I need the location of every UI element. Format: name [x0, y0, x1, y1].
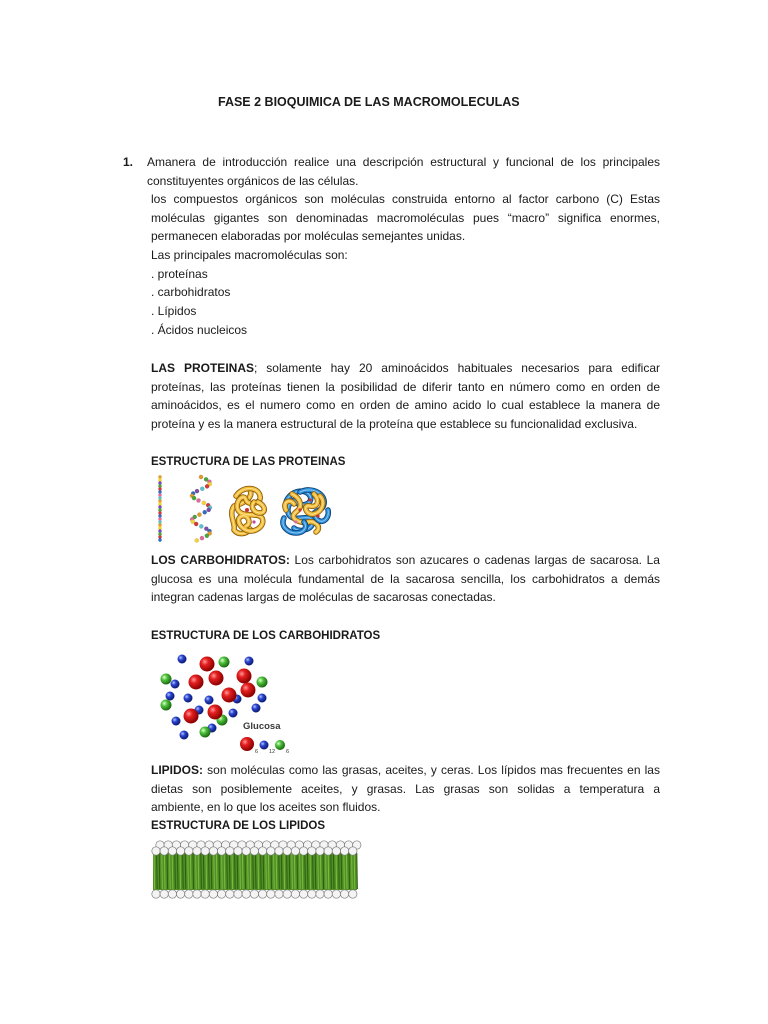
helix-bead — [200, 536, 204, 540]
lipid-tail — [276, 853, 277, 889]
hydrogen-atom — [172, 717, 181, 726]
phospholipid-head — [176, 847, 184, 855]
helix-bead — [199, 475, 203, 479]
amino-acid-bead — [158, 511, 161, 514]
lipid-tail — [315, 853, 316, 889]
amino-acid-bead — [158, 520, 161, 523]
phospholipid-head — [185, 847, 193, 855]
helix-bead — [203, 510, 207, 514]
protein-structure-figure — [150, 472, 340, 546]
lipid-tail — [248, 853, 249, 889]
carbohydrates-line: glucosa es una molécula fundamental de la sacarosa sencilla, los carbohidratos a demás — [151, 571, 660, 586]
carbon-atom — [208, 705, 223, 720]
lipid-tail — [250, 853, 251, 889]
list-heading: Las principales macromoléculas son: — [151, 248, 348, 263]
lipid-tail — [209, 853, 210, 889]
helix-bead — [195, 489, 199, 493]
document-title: FASE 2 BIOQUIMICA DE LAS MACROMOLECULAS — [218, 95, 520, 109]
hydrogen-atom — [229, 709, 238, 718]
oxygen-atom — [275, 740, 285, 750]
lipid-tail — [271, 853, 272, 889]
side-chain-dot — [298, 508, 301, 511]
lipid-tail — [214, 853, 215, 889]
carbohydrates-paragraph — [151, 551, 660, 607]
lipid-tail — [211, 853, 212, 889]
phospholipid-head — [316, 890, 324, 898]
lipid-tail — [352, 853, 353, 889]
lipid-bilayer — [152, 841, 361, 898]
lipid-tail — [266, 853, 267, 889]
phospholipid-head — [226, 847, 234, 855]
amino-acid-bead — [158, 538, 161, 541]
lipid-tail — [224, 853, 225, 889]
question-line: constituyentes orgánicos de las células. — [147, 173, 359, 188]
glucose-molecule-figure — [150, 648, 300, 758]
phospholipid-head — [226, 890, 234, 898]
amino-acid-bead — [158, 484, 161, 487]
proteins-line: aminoácidos, es el numero como en orden de amino acido lo cual establece la manera de — [151, 398, 660, 413]
amino-acid-bead — [158, 475, 161, 478]
lipid-tail — [206, 853, 207, 889]
quaternary-structure — [283, 490, 328, 533]
phospholipid-head — [193, 890, 201, 898]
carbon-atom — [184, 709, 199, 724]
lipid-tail — [219, 853, 220, 889]
hydrogen-atom — [245, 657, 254, 666]
phospholipid-head — [283, 847, 291, 855]
lipid-tail — [201, 853, 202, 889]
lipid-tail — [203, 853, 204, 889]
phospholipid-head — [152, 847, 160, 855]
lipid-tail — [297, 853, 298, 889]
amino-acid-bead — [158, 514, 161, 517]
lipid-tail — [253, 853, 254, 889]
oxygen-atom — [200, 727, 211, 738]
primary-structure — [158, 475, 161, 542]
phospholipid-head — [349, 890, 357, 898]
lipid-tail — [274, 853, 275, 889]
question-line: Amanera de introducción realice una descripción estructural y funcional de los principales — [147, 155, 660, 169]
phospholipid-head — [275, 890, 283, 898]
intro-line: permanecen elaboradas por moléculas semejantes unidas. — [151, 229, 466, 244]
section-heading-proteins: ESTRUCTURA DE LAS PROTEINAS — [151, 456, 346, 468]
tertiary-structure — [232, 489, 265, 534]
helix-bead — [196, 498, 200, 502]
phospholipid-head — [242, 890, 250, 898]
helix-bead — [195, 538, 199, 542]
formula-subscript-carbon: 6 — [255, 749, 259, 755]
phospholipid-head — [160, 847, 168, 855]
side-chain-dot — [252, 520, 255, 523]
lipid-tail — [279, 853, 280, 889]
lipid-tail — [229, 853, 230, 889]
list-item: . carbohidratos — [151, 285, 231, 300]
helix-bead — [205, 534, 209, 538]
lipid-tail — [305, 853, 306, 889]
helix-bead — [200, 487, 204, 491]
phospholipid-head — [234, 847, 242, 855]
lipid-tail — [323, 853, 324, 889]
lipid-tail — [346, 853, 347, 889]
section-heading-lipids: ESTRUCTURA DE LOS LIPIDOS — [151, 820, 325, 832]
phospholipid-head — [242, 847, 250, 855]
lipid-tail — [318, 853, 319, 889]
lipid-tail — [240, 853, 241, 889]
lipid-tail — [196, 853, 197, 889]
amino-acid-bead — [158, 526, 161, 529]
amino-acid-bead — [158, 508, 161, 511]
lipid-tail — [164, 853, 165, 889]
side-chain-dot — [294, 520, 297, 523]
phospholipid-head — [340, 890, 348, 898]
lipid-tail — [300, 853, 301, 889]
section-heading-carbohydrates: ESTRUCTURA DE LOS CARBOHIDRATOS — [151, 630, 381, 642]
helix-bead — [192, 496, 196, 500]
phospholipid-head — [308, 890, 316, 898]
side-chain-dot — [316, 514, 319, 517]
lipid-tail — [292, 853, 293, 889]
carbohydrates-line — [151, 551, 660, 570]
amino-acid-bead — [158, 487, 161, 490]
phospholipid-head — [283, 890, 291, 898]
hydrogen-atom — [258, 694, 267, 703]
oxygen-atom — [257, 677, 268, 688]
phospholipid-head — [217, 847, 225, 855]
hydrogen-atom — [252, 704, 261, 713]
lipid-tail — [261, 853, 262, 889]
proteins-paragraph — [151, 359, 660, 434]
phospholipid-head — [250, 847, 258, 855]
lipid-tail — [255, 853, 256, 889]
amino-acid-bead — [158, 496, 161, 499]
phospholipid-head — [267, 847, 275, 855]
glucose-label: Glucosa — [243, 721, 281, 732]
lipid-tail — [183, 853, 184, 889]
lipid-tail — [328, 853, 329, 889]
lipid-tail — [289, 853, 290, 889]
lipid-tail — [185, 853, 186, 889]
carbon-atom — [209, 671, 224, 686]
phospholipid-head — [217, 890, 225, 898]
phospholipid-head — [193, 847, 201, 855]
carbon-atom — [200, 657, 215, 672]
lipid-tail — [336, 853, 337, 889]
hydrogen-atom — [184, 694, 193, 703]
helix-bead — [197, 513, 201, 517]
hydrogen-atom — [171, 680, 180, 689]
lipid-tail — [341, 853, 342, 889]
intro-paragraph — [151, 190, 660, 340]
phospholipid-head — [185, 890, 193, 898]
phospholipid-head — [299, 847, 307, 855]
carbon-atom — [241, 683, 256, 698]
lipid-tail — [313, 853, 314, 889]
lipid-tail — [175, 853, 176, 889]
amino-acid-bead — [158, 481, 161, 484]
phospholipid-head — [258, 890, 266, 898]
phospholipid-head — [291, 890, 299, 898]
lipid-tail — [344, 853, 345, 889]
phospholipid-head — [349, 847, 357, 855]
amino-acid-bead — [158, 478, 161, 481]
formula-subscript-hydrogen: 12 — [269, 749, 276, 755]
lipid-tail — [198, 853, 199, 889]
carbohydrates-label: LOS CARBOHIDRATOS: — [151, 553, 290, 567]
lipid-tail — [237, 853, 238, 889]
hydrogen-atom — [166, 692, 175, 701]
phospholipid-head — [340, 847, 348, 855]
side-chain-dot — [308, 498, 311, 501]
hydrogen-atom — [178, 655, 187, 664]
lipid-tail — [339, 853, 340, 889]
amino-acid-bead — [158, 523, 161, 526]
helix-bead — [202, 501, 206, 505]
lipid-tail — [170, 853, 171, 889]
phospholipid-head — [209, 890, 217, 898]
oxygen-atom — [161, 700, 172, 711]
proteins-line — [151, 359, 660, 378]
lipid-tail — [180, 853, 181, 889]
phospholipid-head — [152, 890, 160, 898]
proteins-text: ; solamente hay 20 aminoácidos habituales necesarios para edificar — [253, 361, 660, 375]
lipids-line: dietas son posiblemente aceites, y grasas. Las grasas son solidas a temperatura a — [151, 781, 660, 796]
lipids-line: ambiente, en lo que los aceites son fluidos. — [151, 800, 381, 815]
carbon-atom — [222, 688, 237, 703]
phospholipid-head — [332, 847, 340, 855]
lipid-tail — [222, 853, 223, 889]
phospholipid-head — [299, 890, 307, 898]
lipid-tail — [193, 853, 194, 889]
lipids-paragraph — [151, 761, 660, 817]
carbohydrates-text: Los carbohidratos son azucares o cadenas largas de sacarosa. La — [294, 553, 660, 567]
amino-acid-bead — [158, 532, 161, 535]
lipid-tail — [232, 853, 233, 889]
phospholipid-head — [168, 890, 176, 898]
helix-bead — [199, 524, 203, 528]
carbon-atom — [240, 737, 254, 751]
helix-bead — [194, 522, 198, 526]
lipid-bilayer-figure — [150, 836, 362, 904]
phospholipid-head — [316, 847, 324, 855]
lipid-tail — [294, 853, 295, 889]
phospholipid-head — [267, 890, 275, 898]
hydrogen-atom — [205, 696, 214, 705]
glucose-formula — [240, 737, 285, 751]
amino-acid-bead — [158, 535, 161, 538]
list-item: . Ácidos nucleicos — [151, 322, 248, 337]
phospholipid-head — [291, 847, 299, 855]
phospholipid-head — [308, 847, 316, 855]
phospholipid-head — [176, 890, 184, 898]
amino-acid-bead — [158, 505, 161, 508]
lipid-tail — [354, 853, 355, 889]
lipid-tail — [245, 853, 246, 889]
oxygen-atom — [161, 674, 172, 685]
lipid-tail — [190, 853, 191, 889]
proteins-line: proteína y es la manera estructural de la proteína que establece su funcionalidad exclusiva. — [151, 417, 638, 432]
carbohydrates-line: integran cadenas largas de moléculas de sacarosas conectadas. — [151, 590, 496, 605]
lipid-tail — [216, 853, 217, 889]
question-text — [147, 153, 660, 190]
oxygen-atom — [219, 657, 230, 668]
amino-acid-bead — [158, 490, 161, 493]
phospholipid-head — [332, 890, 340, 898]
phospholipid-head — [234, 890, 242, 898]
lipid-tail — [302, 853, 303, 889]
hydrogen-atom — [180, 731, 189, 740]
lipid-tail — [154, 853, 155, 889]
proteins-label: LAS PROTEINAS — [151, 361, 254, 375]
helix-bead — [207, 508, 211, 512]
lipid-tail — [310, 853, 311, 889]
helix-bead — [205, 484, 209, 488]
lipid-tail — [258, 853, 259, 889]
phospholipid-head — [258, 847, 266, 855]
question-number: 1. — [123, 155, 134, 169]
lipid-tail — [172, 853, 173, 889]
lipids-text: son moléculas como las grasas, aceites, y ceras. Los lípidos mas frecuentes en las — [207, 763, 660, 777]
lipid-tail — [227, 853, 228, 889]
lipid-tail — [333, 853, 334, 889]
phospholipid-head — [168, 847, 176, 855]
proteins-line: proteínas, las proteínas tienen la posibilidad de diferir tanto en número como en orden de — [151, 379, 660, 394]
carbon-atom — [237, 669, 252, 684]
amino-acid-bead — [158, 517, 161, 520]
lipid-tail — [287, 853, 288, 889]
lipid-tail — [284, 853, 285, 889]
lipid-tail — [242, 853, 243, 889]
phospholipid-head — [201, 890, 209, 898]
amino-acid-bead — [158, 493, 161, 496]
phospholipid-head — [275, 847, 283, 855]
lipid-tail — [357, 853, 358, 889]
lipid-tail — [320, 853, 321, 889]
intro-line: moléculas gigantes son denominadas macromoléculas pues “macro” significa enormes, — [151, 210, 660, 225]
amino-acid-bead — [158, 502, 161, 505]
phospholipid-head — [160, 890, 168, 898]
lipid-tail — [162, 853, 163, 889]
lipid-tail — [157, 853, 158, 889]
formula-subscript-oxygen: 6 — [286, 749, 290, 755]
lipids-line — [151, 761, 660, 780]
lipid-tail — [188, 853, 189, 889]
lipid-tail — [307, 853, 308, 889]
lipid-tail — [235, 853, 236, 889]
lipid-tail — [349, 853, 350, 889]
lipids-label: LIPIDOS: — [151, 763, 204, 777]
hydrogen-atom — [260, 741, 269, 750]
list-item: . proteínas — [151, 266, 208, 281]
lipid-tail — [331, 853, 332, 889]
lipid-tail — [177, 853, 178, 889]
amino-acid-bead — [158, 529, 161, 532]
phospholipid-head — [324, 847, 332, 855]
lipid-tail — [281, 853, 282, 889]
lipid-tail — [167, 853, 168, 889]
lipid-tail — [159, 853, 160, 889]
amino-acid-bead — [158, 499, 161, 502]
lipid-tail — [268, 853, 269, 889]
side-chain-dot — [245, 508, 249, 512]
intro-line: los compuestos orgánicos son moléculas construida entorno al factor carbono (C) Estas — [151, 192, 660, 206]
phospholipid-head — [324, 890, 332, 898]
phospholipid-head — [209, 847, 217, 855]
lipid-tail — [326, 853, 327, 889]
secondary-structure-helix — [190, 475, 212, 543]
phospholipid-head — [250, 890, 258, 898]
carbon-atom — [189, 675, 204, 690]
list-item: . Lípidos — [151, 304, 197, 319]
lipid-tail — [263, 853, 264, 889]
phospholipid-head — [201, 847, 209, 855]
